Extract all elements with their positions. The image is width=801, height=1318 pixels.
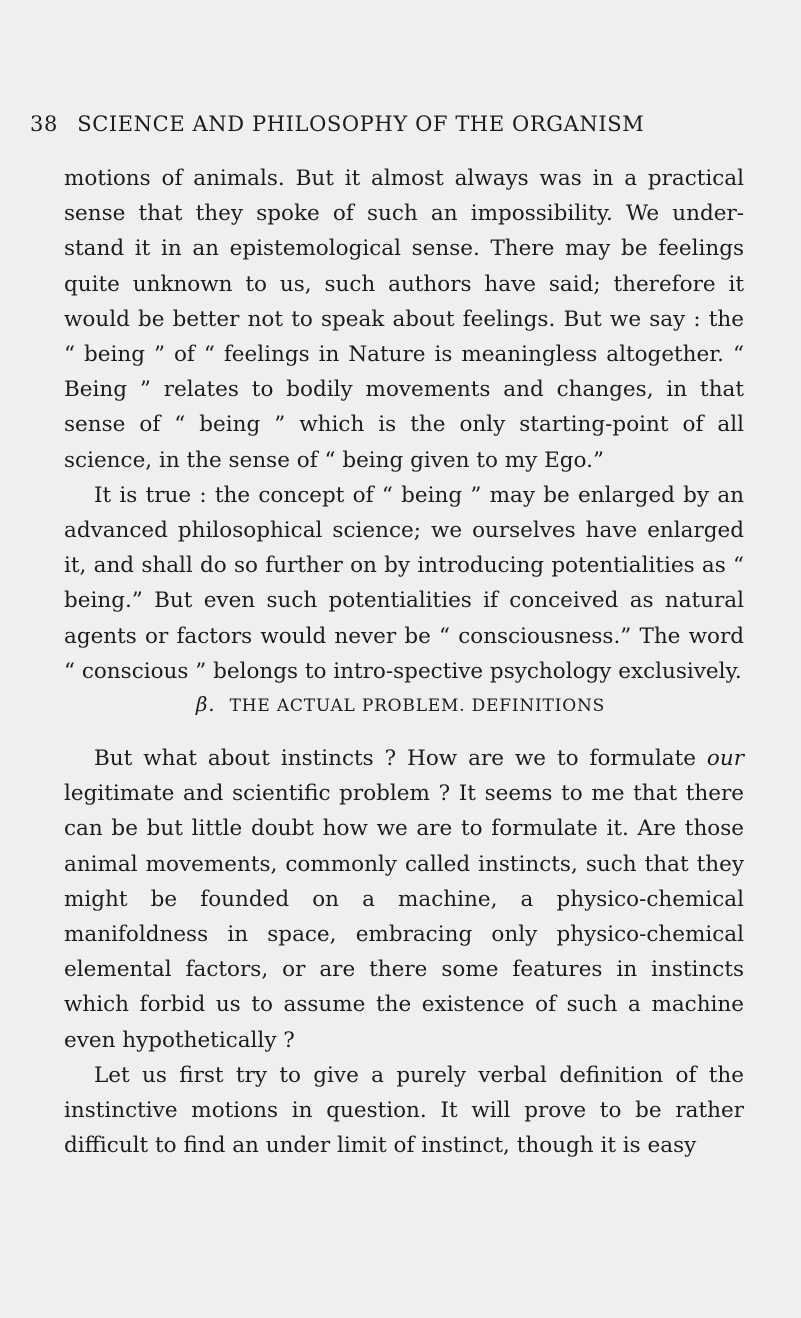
running-title: SCIENCE AND PHILOSOPHY OF THE ORGANISM	[77, 112, 645, 136]
paragraph: motions of animals. But it almost always was in a practical sense that they spoke of such an impossibility. We under-stand it in an epistemological sense. There may be feelings quite unknown to us, such authors have said; therefore it would be better not to speak about feelings. But we say : the “ being ” of “ feelings in Nature is meaningless altogether. “ Being ” relates to bodily movements and changes, in that sense of “ being ” which is the only starting-point of all science, in the sense of “ being given to my Ego.”	[64, 166, 744, 473]
paragraph	[64, 741, 744, 1058]
body-text-upper	[64, 161, 744, 689]
paragraph-text: legitimate and scientific problem ? It seems to me that there can be but little doubt how we are to formulate it. Are those animal movements, commonly called instincts, such that they might be founded on a machine, a physico-chemical manifoldness in space, embracing only physico-chemical elemental factors, or are there some features in instincts which forbid us to assume the existence of such a machine even hypothetically ?	[64, 781, 744, 1053]
emphasis-our: our	[706, 746, 744, 771]
running-header	[30, 112, 750, 136]
body-text-lower	[64, 741, 744, 1163]
paragraph-text: But what about instincts ? How are we to formulate	[94, 746, 707, 771]
section-marker: β.	[195, 692, 216, 716]
paragraph: Let us first try to give a purely verbal definition of the instinctive motions in question. It will prove to be rather difficult to find an under limit of instinct, though it is easy	[64, 1062, 744, 1159]
page-number: 38	[30, 112, 58, 136]
section-title: THE ACTUAL PROBLEM. DEFINITIONS	[229, 696, 606, 716]
section-heading	[0, 692, 801, 716]
paragraph: It is true : the concept of “ being ” may be enlarged by an advanced philosophical science; we ourselves have enlarged it, and shall do so further on by introducing potentialities as “ being.” But even such potentialities if conceived as natural agents or factors would never be “ consciousness.” The word “ conscious ” belongs to intro-spective psychology exclusively.	[64, 482, 744, 684]
